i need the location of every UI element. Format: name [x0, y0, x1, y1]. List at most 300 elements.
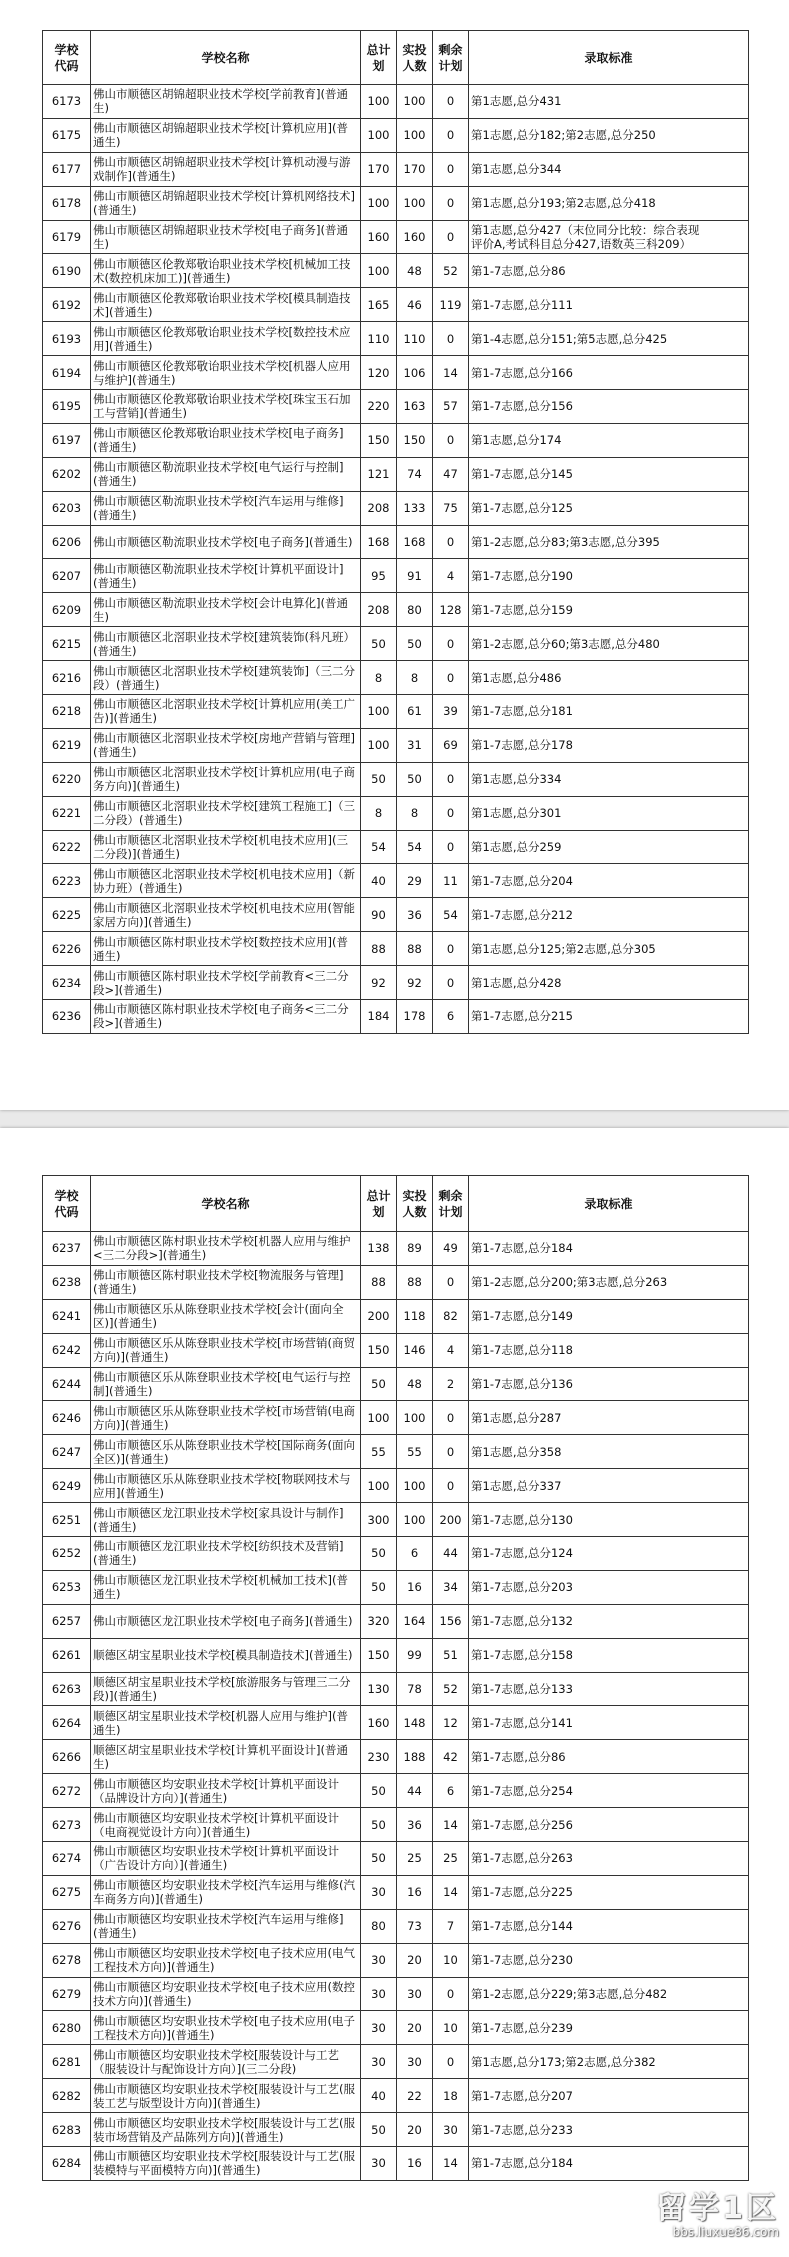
total-plan-cell: 50	[361, 1774, 397, 1808]
enrolled-count-cell: 110	[397, 322, 433, 356]
remaining-plan-cell: 52	[433, 1672, 469, 1706]
school-code-cell: 6278	[43, 1943, 91, 1977]
total-plan-cell: 50	[361, 762, 397, 796]
school-code-cell: 6190	[43, 254, 91, 288]
remaining-plan-cell: 0	[433, 525, 469, 559]
enrolled-count-cell: 88	[397, 1265, 433, 1299]
enrolled-count-cell: 20	[397, 1943, 433, 1977]
school-code-cell: 6236	[43, 1000, 91, 1034]
admission-standard-cell: 第1志愿,总分125;第2志愿,总分305	[469, 932, 749, 966]
enrolled-count-cell: 30	[397, 1977, 433, 2011]
admission-standard-cell: 第1-7志愿,总分256	[469, 1808, 749, 1842]
enrolled-count-cell: 100	[397, 1503, 433, 1537]
enrolled-count-cell: 73	[397, 1909, 433, 1943]
school-code-cell: 6237	[43, 1232, 91, 1266]
admission-standard-cell: 第1-7志愿,总分215	[469, 1000, 749, 1034]
total-plan-cell: 184	[361, 1000, 397, 1034]
table-row	[43, 457, 749, 491]
remaining-plan-cell: 52	[433, 254, 469, 288]
school-name-cell: 佛山市顺德区伦教郑敬诒职业技术学校[珠宝玉石加工与营销](普通生)	[91, 390, 361, 424]
remaining-plan-cell: 0	[433, 2045, 469, 2079]
school-name-cell: 佛山市顺德区北滘职业技术学校[计算机应用(美工广告)](普通生)	[91, 695, 361, 729]
table-row	[43, 1469, 749, 1503]
school-code-cell: 6202	[43, 457, 91, 491]
enrolled-count-cell: 160	[397, 220, 433, 254]
table-row	[43, 1265, 749, 1299]
header-code: 学校 代码	[43, 1176, 91, 1232]
school-code-cell: 6283	[43, 2113, 91, 2147]
school-name-cell: 佛山市顺德区均安职业技术学校[服装设计与工艺(服装模特与平面模特方向)](普通生)	[91, 2147, 361, 2181]
admission-standard-cell: 第1-7志愿,总分212	[469, 898, 749, 932]
enrolled-count-cell: 50	[397, 627, 433, 661]
school-code-cell: 6244	[43, 1367, 91, 1401]
table-row	[43, 1435, 749, 1469]
watermark	[656, 2193, 779, 2239]
total-plan-cell: 100	[361, 1401, 397, 1435]
school-code-cell: 6275	[43, 1875, 91, 1909]
enrolled-count-cell: 148	[397, 1706, 433, 1740]
school-name-cell: 佛山市顺德区伦教郑敬诒职业技术学校[机械加工技术(数控机床加工)](普通生)	[91, 254, 361, 288]
admission-standard-cell: 第1-2志愿,总分83;第3志愿,总分395	[469, 525, 749, 559]
school-name-cell: 佛山市顺德区均安职业技术学校[汽车运用与维修(汽车商务方向)](普通生)	[91, 1875, 361, 1909]
table-row	[43, 898, 749, 932]
school-name-cell: 顺德区胡宝星职业技术学校[模具制造技术](普通生)	[91, 1638, 361, 1672]
table-row	[43, 695, 749, 729]
table-row	[43, 1943, 749, 1977]
school-code-cell: 6280	[43, 2011, 91, 2045]
total-plan-cell: 100	[361, 728, 397, 762]
remaining-plan-cell: 0	[433, 152, 469, 186]
remaining-plan-cell: 82	[433, 1299, 469, 1333]
school-code-cell: 6242	[43, 1333, 91, 1367]
admission-standard-cell: 第1-7志愿,总分254	[469, 1774, 749, 1808]
school-code-cell: 6264	[43, 1706, 91, 1740]
header-standard: 录取标准	[469, 31, 749, 85]
total-plan-cell: 150	[361, 423, 397, 457]
enrolled-count-cell: 100	[397, 1469, 433, 1503]
school-code-cell: 6266	[43, 1740, 91, 1774]
school-code-cell: 6274	[43, 1842, 91, 1876]
school-name-cell: 佛山市顺德区乐从陈登职业技术学校[物联网技术与应用](普通生)	[91, 1469, 361, 1503]
total-plan-cell: 208	[361, 491, 397, 525]
school-code-cell: 6272	[43, 1774, 91, 1808]
school-name-cell: 佛山市顺德区乐从陈登职业技术学校[市场营销(商贸方向)](普通生)	[91, 1333, 361, 1367]
remaining-plan-cell: 6	[433, 1000, 469, 1034]
table-row	[43, 593, 749, 627]
admission-standard-cell: 第1-7志愿,总分132	[469, 1604, 749, 1638]
school-code-cell: 6197	[43, 423, 91, 457]
admission-standard-cell: 第1-7志愿,总分158	[469, 1638, 749, 1672]
remaining-plan-cell: 12	[433, 1706, 469, 1740]
enrolled-count-cell: 36	[397, 1808, 433, 1842]
table-row	[43, 491, 749, 525]
school-name-cell: 佛山市顺德区均安职业技术学校[汽车运用与维修](普通生)	[91, 1909, 361, 1943]
admission-standard-cell: 第1-7志愿,总分233	[469, 2113, 749, 2147]
total-plan-cell: 120	[361, 356, 397, 390]
enrolled-count-cell: 106	[397, 356, 433, 390]
school-name-cell: 佛山市顺德区乐从陈登职业技术学校[会计(面向全区)](普通生)	[91, 1299, 361, 1333]
enrolled-count-cell: 25	[397, 1842, 433, 1876]
school-name-cell: 佛山市顺德区均安职业技术学校[电子技术应用(数控技术方向)](普通生)	[91, 1977, 361, 2011]
remaining-plan-cell: 0	[433, 118, 469, 152]
enrolled-count-cell: 55	[397, 1435, 433, 1469]
table-row	[43, 1333, 749, 1367]
enrolled-count-cell: 170	[397, 152, 433, 186]
total-plan-cell: 300	[361, 1503, 397, 1537]
remaining-plan-cell: 0	[433, 1435, 469, 1469]
school-code-cell: 6219	[43, 728, 91, 762]
enrolled-count-cell: 80	[397, 593, 433, 627]
admission-standard-cell: 第1-7志愿,总分166	[469, 356, 749, 390]
school-code-cell: 6207	[43, 559, 91, 593]
table-row	[43, 1740, 749, 1774]
school-code-cell: 6281	[43, 2045, 91, 2079]
admission-standard-cell: 第1-7志愿,总分125	[469, 491, 749, 525]
enrolled-count-cell: 22	[397, 2079, 433, 2113]
remaining-plan-cell: 42	[433, 1740, 469, 1774]
school-name-cell: 佛山市顺德区均安职业技术学校[服装设计与工艺(服装市场营销及产品陈列方向)](普通生)	[91, 2113, 361, 2147]
remaining-plan-cell: 200	[433, 1503, 469, 1537]
school-name-cell: 佛山市顺德区胡锦超职业技术学校[学前教育](普通生)	[91, 85, 361, 119]
school-code-cell: 6284	[43, 2147, 91, 2181]
school-code-cell: 6279	[43, 1977, 91, 2011]
total-plan-cell: 8	[361, 661, 397, 695]
total-plan-cell: 150	[361, 1333, 397, 1367]
total-plan-cell: 95	[361, 559, 397, 593]
remaining-plan-cell: 7	[433, 1909, 469, 1943]
table-row	[43, 525, 749, 559]
remaining-plan-cell: 75	[433, 491, 469, 525]
total-plan-cell: 90	[361, 898, 397, 932]
remaining-plan-cell: 18	[433, 2079, 469, 2113]
remaining-plan-cell: 30	[433, 2113, 469, 2147]
enrolled-count-cell: 61	[397, 695, 433, 729]
school-code-cell: 6193	[43, 322, 91, 356]
admission-standard-cell: 第1志愿,总分427（末位同分比较：综合表现 评价A,考试科目总分427,语数英三科209）	[469, 220, 749, 254]
school-name-cell: 佛山市顺德区均安职业技术学校[计算机平面设计（电商视觉设计方向）](普通生)	[91, 1808, 361, 1842]
total-plan-cell: 88	[361, 932, 397, 966]
table-row	[43, 356, 749, 390]
admission-standard-cell: 第1-7志愿,总分184	[469, 1232, 749, 1266]
total-plan-cell: 100	[361, 85, 397, 119]
school-code-cell: 6216	[43, 661, 91, 695]
school-code-cell: 6263	[43, 1672, 91, 1706]
remaining-plan-cell: 57	[433, 390, 469, 424]
enrolled-count-cell: 48	[397, 254, 433, 288]
remaining-plan-cell: 47	[433, 457, 469, 491]
header-remaining: 剩余 计划	[433, 31, 469, 85]
enrolled-count-cell: 178	[397, 1000, 433, 1034]
total-plan-cell: 160	[361, 220, 397, 254]
school-name-cell: 佛山市顺德区北滘职业技术学校[计算机应用(电子商务方向)](普通生)	[91, 762, 361, 796]
admission-standard-cell: 第1-7志愿,总分207	[469, 2079, 749, 2113]
enrolled-count-cell: 8	[397, 661, 433, 695]
total-plan-cell: 138	[361, 1232, 397, 1266]
school-name-cell: 佛山市顺德区胡锦超职业技术学校[计算机应用](普通生)	[91, 118, 361, 152]
school-name-cell: 佛山市顺德区北滘职业技术学校[建筑工程施工]（三二分段）(普通生)	[91, 796, 361, 830]
table-row	[43, 288, 749, 322]
admission-standard-cell: 第1-7志愿,总分118	[469, 1333, 749, 1367]
school-name-cell: 佛山市顺德区北滘职业技术学校[房地产营销与管理](普通生)	[91, 728, 361, 762]
total-plan-cell: 30	[361, 2011, 397, 2045]
school-name-cell: 佛山市顺德区北滘职业技术学校[机电技术应用]（新协力班）(普通生)	[91, 864, 361, 898]
admission-standard-cell: 第1志愿,总分358	[469, 1435, 749, 1469]
school-name-cell: 佛山市顺德区乐从陈登职业技术学校[国际商务(面向全区)](普通生)	[91, 1435, 361, 1469]
table-row	[43, 1774, 749, 1808]
admission-standard-cell: 第1-7志愿,总分181	[469, 695, 749, 729]
remaining-plan-cell: 25	[433, 1842, 469, 1876]
school-code-cell: 6192	[43, 288, 91, 322]
remaining-plan-cell: 0	[433, 627, 469, 661]
remaining-plan-cell: 39	[433, 695, 469, 729]
school-code-cell: 6246	[43, 1401, 91, 1435]
enrolled-count-cell: 100	[397, 85, 433, 119]
school-code-cell: 6209	[43, 593, 91, 627]
table-row	[43, 1503, 749, 1537]
admission-standard-cell: 第1-7志愿,总分178	[469, 728, 749, 762]
total-plan-cell: 220	[361, 390, 397, 424]
admission-standard-cell: 第1-7志愿,总分141	[469, 1706, 749, 1740]
enrolled-count-cell: 6	[397, 1537, 433, 1571]
admission-standard-cell: 第1志愿,总分174	[469, 423, 749, 457]
school-code-cell: 6273	[43, 1808, 91, 1842]
header-name: 学校名称	[91, 31, 361, 85]
enrolled-count-cell: 31	[397, 728, 433, 762]
school-name-cell: 佛山市顺德区陈村职业技术学校[电子商务<三二分段>](普通生)	[91, 1000, 361, 1034]
school-name-cell: 佛山市顺德区龙江职业技术学校[电子商务](普通生)	[91, 1604, 361, 1638]
remaining-plan-cell: 0	[433, 220, 469, 254]
school-name-cell: 佛山市顺德区均安职业技术学校[电子技术应用(电气工程技术方向)](普通生)	[91, 1943, 361, 1977]
enrolled-count-cell: 44	[397, 1774, 433, 1808]
school-code-cell: 6249	[43, 1469, 91, 1503]
school-name-cell: 佛山市顺德区龙江职业技术学校[纺织技术及营销](普通生)	[91, 1537, 361, 1571]
header-total: 总计 划	[361, 31, 397, 85]
enrolled-count-cell: 99	[397, 1638, 433, 1672]
remaining-plan-cell: 14	[433, 1808, 469, 1842]
admission-standard-cell: 第1-7志愿,总分230	[469, 1943, 749, 1977]
remaining-plan-cell: 0	[433, 966, 469, 1000]
school-name-cell: 佛山市顺德区北滘职业技术学校[机电技术应用](三二分段)](普通生)	[91, 830, 361, 864]
admission-standard-cell: 第1志愿,总分287	[469, 1401, 749, 1435]
admission-standard-cell: 第1-7志愿,总分111	[469, 288, 749, 322]
table-row	[43, 1875, 749, 1909]
table-row	[43, 2113, 749, 2147]
enrolled-count-cell: 16	[397, 1875, 433, 1909]
enrolled-count-cell: 163	[397, 390, 433, 424]
school-name-cell: 佛山市顺德区胡锦超职业技术学校[计算机网络技术](普通生)	[91, 186, 361, 220]
total-plan-cell: 50	[361, 2113, 397, 2147]
total-plan-cell: 88	[361, 1265, 397, 1299]
table-row	[43, 254, 749, 288]
total-plan-cell: 165	[361, 288, 397, 322]
admission-standard-cell: 第1-2志愿,总分229;第3志愿,总分482	[469, 1977, 749, 2011]
admission-standard-cell: 第1志愿,总分344	[469, 152, 749, 186]
table-row	[43, 1604, 749, 1638]
school-code-cell: 6194	[43, 356, 91, 390]
admission-standard-cell: 第1-7志愿,总分190	[469, 559, 749, 593]
total-plan-cell: 30	[361, 1943, 397, 1977]
school-code-cell: 6215	[43, 627, 91, 661]
enrolled-count-cell: 29	[397, 864, 433, 898]
remaining-plan-cell: 0	[433, 1469, 469, 1503]
remaining-plan-cell: 10	[433, 2011, 469, 2045]
remaining-plan-cell: 0	[433, 186, 469, 220]
enrolled-count-cell: 100	[397, 186, 433, 220]
school-name-cell: 佛山市顺德区勒流职业技术学校[汽车运用与维修](普通生)	[91, 491, 361, 525]
remaining-plan-cell: 0	[433, 423, 469, 457]
total-plan-cell: 8	[361, 796, 397, 830]
total-plan-cell: 100	[361, 695, 397, 729]
table-row	[43, 186, 749, 220]
table-row	[43, 1842, 749, 1876]
school-code-cell: 6178	[43, 186, 91, 220]
school-code-cell: 6203	[43, 491, 91, 525]
enrolled-count-cell: 20	[397, 2011, 433, 2045]
total-plan-cell: 50	[361, 1537, 397, 1571]
total-plan-cell: 208	[361, 593, 397, 627]
watermark-url: bbs.liuxue86.com	[672, 2225, 779, 2239]
school-name-cell: 佛山市顺德区勒流职业技术学校[电气运行与控制](普通生)	[91, 457, 361, 491]
enrolled-count-cell: 48	[397, 1367, 433, 1401]
total-plan-cell: 200	[361, 1299, 397, 1333]
admission-standard-cell: 第1-2志愿,总分200;第3志愿,总分263	[469, 1265, 749, 1299]
table-row	[43, 390, 749, 424]
remaining-plan-cell: 49	[433, 1232, 469, 1266]
remaining-plan-cell: 128	[433, 593, 469, 627]
remaining-plan-cell: 54	[433, 898, 469, 932]
table-row	[43, 559, 749, 593]
school-code-cell: 6223	[43, 864, 91, 898]
school-name-cell: 佛山市顺德区胡锦超职业技术学校[计算机动漫与游戏制作](普通生)	[91, 152, 361, 186]
admission-standard-cell: 第1-7志愿,总分124	[469, 1537, 749, 1571]
enrolled-count-cell: 16	[397, 2147, 433, 2181]
school-code-cell: 6276	[43, 1909, 91, 1943]
table-row	[43, 2079, 749, 2113]
remaining-plan-cell: 4	[433, 559, 469, 593]
admission-standard-cell: 第1-7志愿,总分225	[469, 1875, 749, 1909]
table-row	[43, 1000, 749, 1034]
school-code-cell: 6173	[43, 85, 91, 119]
admission-standard-cell: 第1志愿,总分337	[469, 1469, 749, 1503]
table-row	[43, 661, 749, 695]
school-code-cell: 6218	[43, 695, 91, 729]
table-row	[43, 1638, 749, 1672]
total-plan-cell: 30	[361, 2045, 397, 2079]
enrolled-count-cell: 89	[397, 1232, 433, 1266]
total-plan-cell: 54	[361, 830, 397, 864]
school-name-cell: 佛山市顺德区陈村职业技术学校[学前教育<三二分段>](普通生)	[91, 966, 361, 1000]
school-name-cell: 佛山市顺德区勒流职业技术学校[计算机平面设计](普通生)	[91, 559, 361, 593]
remaining-plan-cell: 0	[433, 1265, 469, 1299]
enrolled-count-cell: 8	[397, 796, 433, 830]
school-name-cell: 佛山市顺德区陈村职业技术学校[物流服务与管理](普通生)	[91, 1265, 361, 1299]
school-code-cell: 6179	[43, 220, 91, 254]
remaining-plan-cell: 0	[433, 932, 469, 966]
document-page-2	[0, 1128, 789, 2257]
enrolled-count-cell: 100	[397, 1401, 433, 1435]
admission-standard-cell: 第1志愿,总分301	[469, 796, 749, 830]
admission-standard-cell: 第1-7志愿,总分149	[469, 1299, 749, 1333]
enrolled-count-cell: 16	[397, 1570, 433, 1604]
school-name-cell: 佛山市顺德区陈村职业技术学校[机器人应用与维护<三二分段>](普通生)	[91, 1232, 361, 1266]
enrolled-count-cell: 168	[397, 525, 433, 559]
school-name-cell: 佛山市顺德区均安职业技术学校[服装设计与工艺(服装工艺与版型设计方向)](普通生)	[91, 2079, 361, 2113]
total-plan-cell: 50	[361, 627, 397, 661]
school-name-cell: 佛山市顺德区伦教郑敬诒职业技术学校[数控技术应用](普通生)	[91, 322, 361, 356]
admission-standard-cell: 第1-7志愿,总分136	[469, 1367, 749, 1401]
enrolled-count-cell: 92	[397, 966, 433, 1000]
header-name: 学校名称	[91, 1176, 361, 1232]
table-row	[43, 1299, 749, 1333]
total-plan-cell: 100	[361, 1469, 397, 1503]
remaining-plan-cell: 0	[433, 1977, 469, 2011]
school-name-cell: 佛山市顺德区北滘职业技术学校[建筑装饰]（三二分段）(普通生)	[91, 661, 361, 695]
remaining-plan-cell: 11	[433, 864, 469, 898]
enrolled-count-cell: 146	[397, 1333, 433, 1367]
admission-standard-cell: 第1-7志愿,总分144	[469, 1909, 749, 1943]
admission-standard-cell: 第1-7志愿,总分133	[469, 1672, 749, 1706]
school-code-cell: 6251	[43, 1503, 91, 1537]
document-page-1	[0, 0, 789, 1110]
total-plan-cell: 50	[361, 1570, 397, 1604]
remaining-plan-cell: 14	[433, 356, 469, 390]
school-name-cell: 顺德区胡宝星职业技术学校[机器人应用与维护](普通生)	[91, 1706, 361, 1740]
admission-standard-cell: 第1志愿,总分182;第2志愿,总分250	[469, 118, 749, 152]
admission-standard-cell: 第1-7志愿,总分156	[469, 390, 749, 424]
table-header-row	[43, 31, 749, 85]
table-row	[43, 1537, 749, 1571]
table-row	[43, 1909, 749, 1943]
school-code-cell: 6257	[43, 1604, 91, 1638]
total-plan-cell: 170	[361, 152, 397, 186]
remaining-plan-cell: 0	[433, 322, 469, 356]
table-row	[43, 423, 749, 457]
school-code-cell: 6225	[43, 898, 91, 932]
enrolled-count-cell: 100	[397, 118, 433, 152]
admission-standard-cell: 第1-2志愿,总分60;第3志愿,总分480	[469, 627, 749, 661]
remaining-plan-cell: 156	[433, 1604, 469, 1638]
admission-standard-cell: 第1-4志愿,总分151;第5志愿,总分425	[469, 322, 749, 356]
school-name-cell: 佛山市顺德区龙江职业技术学校[家具设计与制作](普通生)	[91, 1503, 361, 1537]
remaining-plan-cell: 2	[433, 1367, 469, 1401]
total-plan-cell: 150	[361, 1638, 397, 1672]
table-row	[43, 118, 749, 152]
table-row	[43, 152, 749, 186]
admission-standard-cell: 第1-7志愿,总分159	[469, 593, 749, 627]
remaining-plan-cell: 51	[433, 1638, 469, 1672]
school-code-cell: 6220	[43, 762, 91, 796]
remaining-plan-cell: 44	[433, 1537, 469, 1571]
header-enrolled: 实投 人数	[397, 1176, 433, 1232]
remaining-plan-cell: 0	[433, 830, 469, 864]
school-name-cell: 佛山市顺德区勒流职业技术学校[电子商务](普通生)	[91, 525, 361, 559]
table-row	[43, 85, 749, 119]
school-code-cell: 6282	[43, 2079, 91, 2113]
school-name-cell: 佛山市顺德区龙江职业技术学校[机械加工技术](普通生)	[91, 1570, 361, 1604]
school-code-cell: 6226	[43, 932, 91, 966]
total-plan-cell: 40	[361, 2079, 397, 2113]
admission-standard-cell: 第1-7志愿,总分203	[469, 1570, 749, 1604]
school-code-cell: 6247	[43, 1435, 91, 1469]
table-row	[43, 220, 749, 254]
enrolled-count-cell: 188	[397, 1740, 433, 1774]
table-row	[43, 2147, 749, 2181]
school-code-cell: 6234	[43, 966, 91, 1000]
table-row	[43, 1706, 749, 1740]
school-name-cell: 顺德区胡宝星职业技术学校[旅游服务与管理三二分段)](普通生)	[91, 1672, 361, 1706]
admission-table-2	[42, 1175, 749, 2181]
total-plan-cell: 30	[361, 1977, 397, 2011]
